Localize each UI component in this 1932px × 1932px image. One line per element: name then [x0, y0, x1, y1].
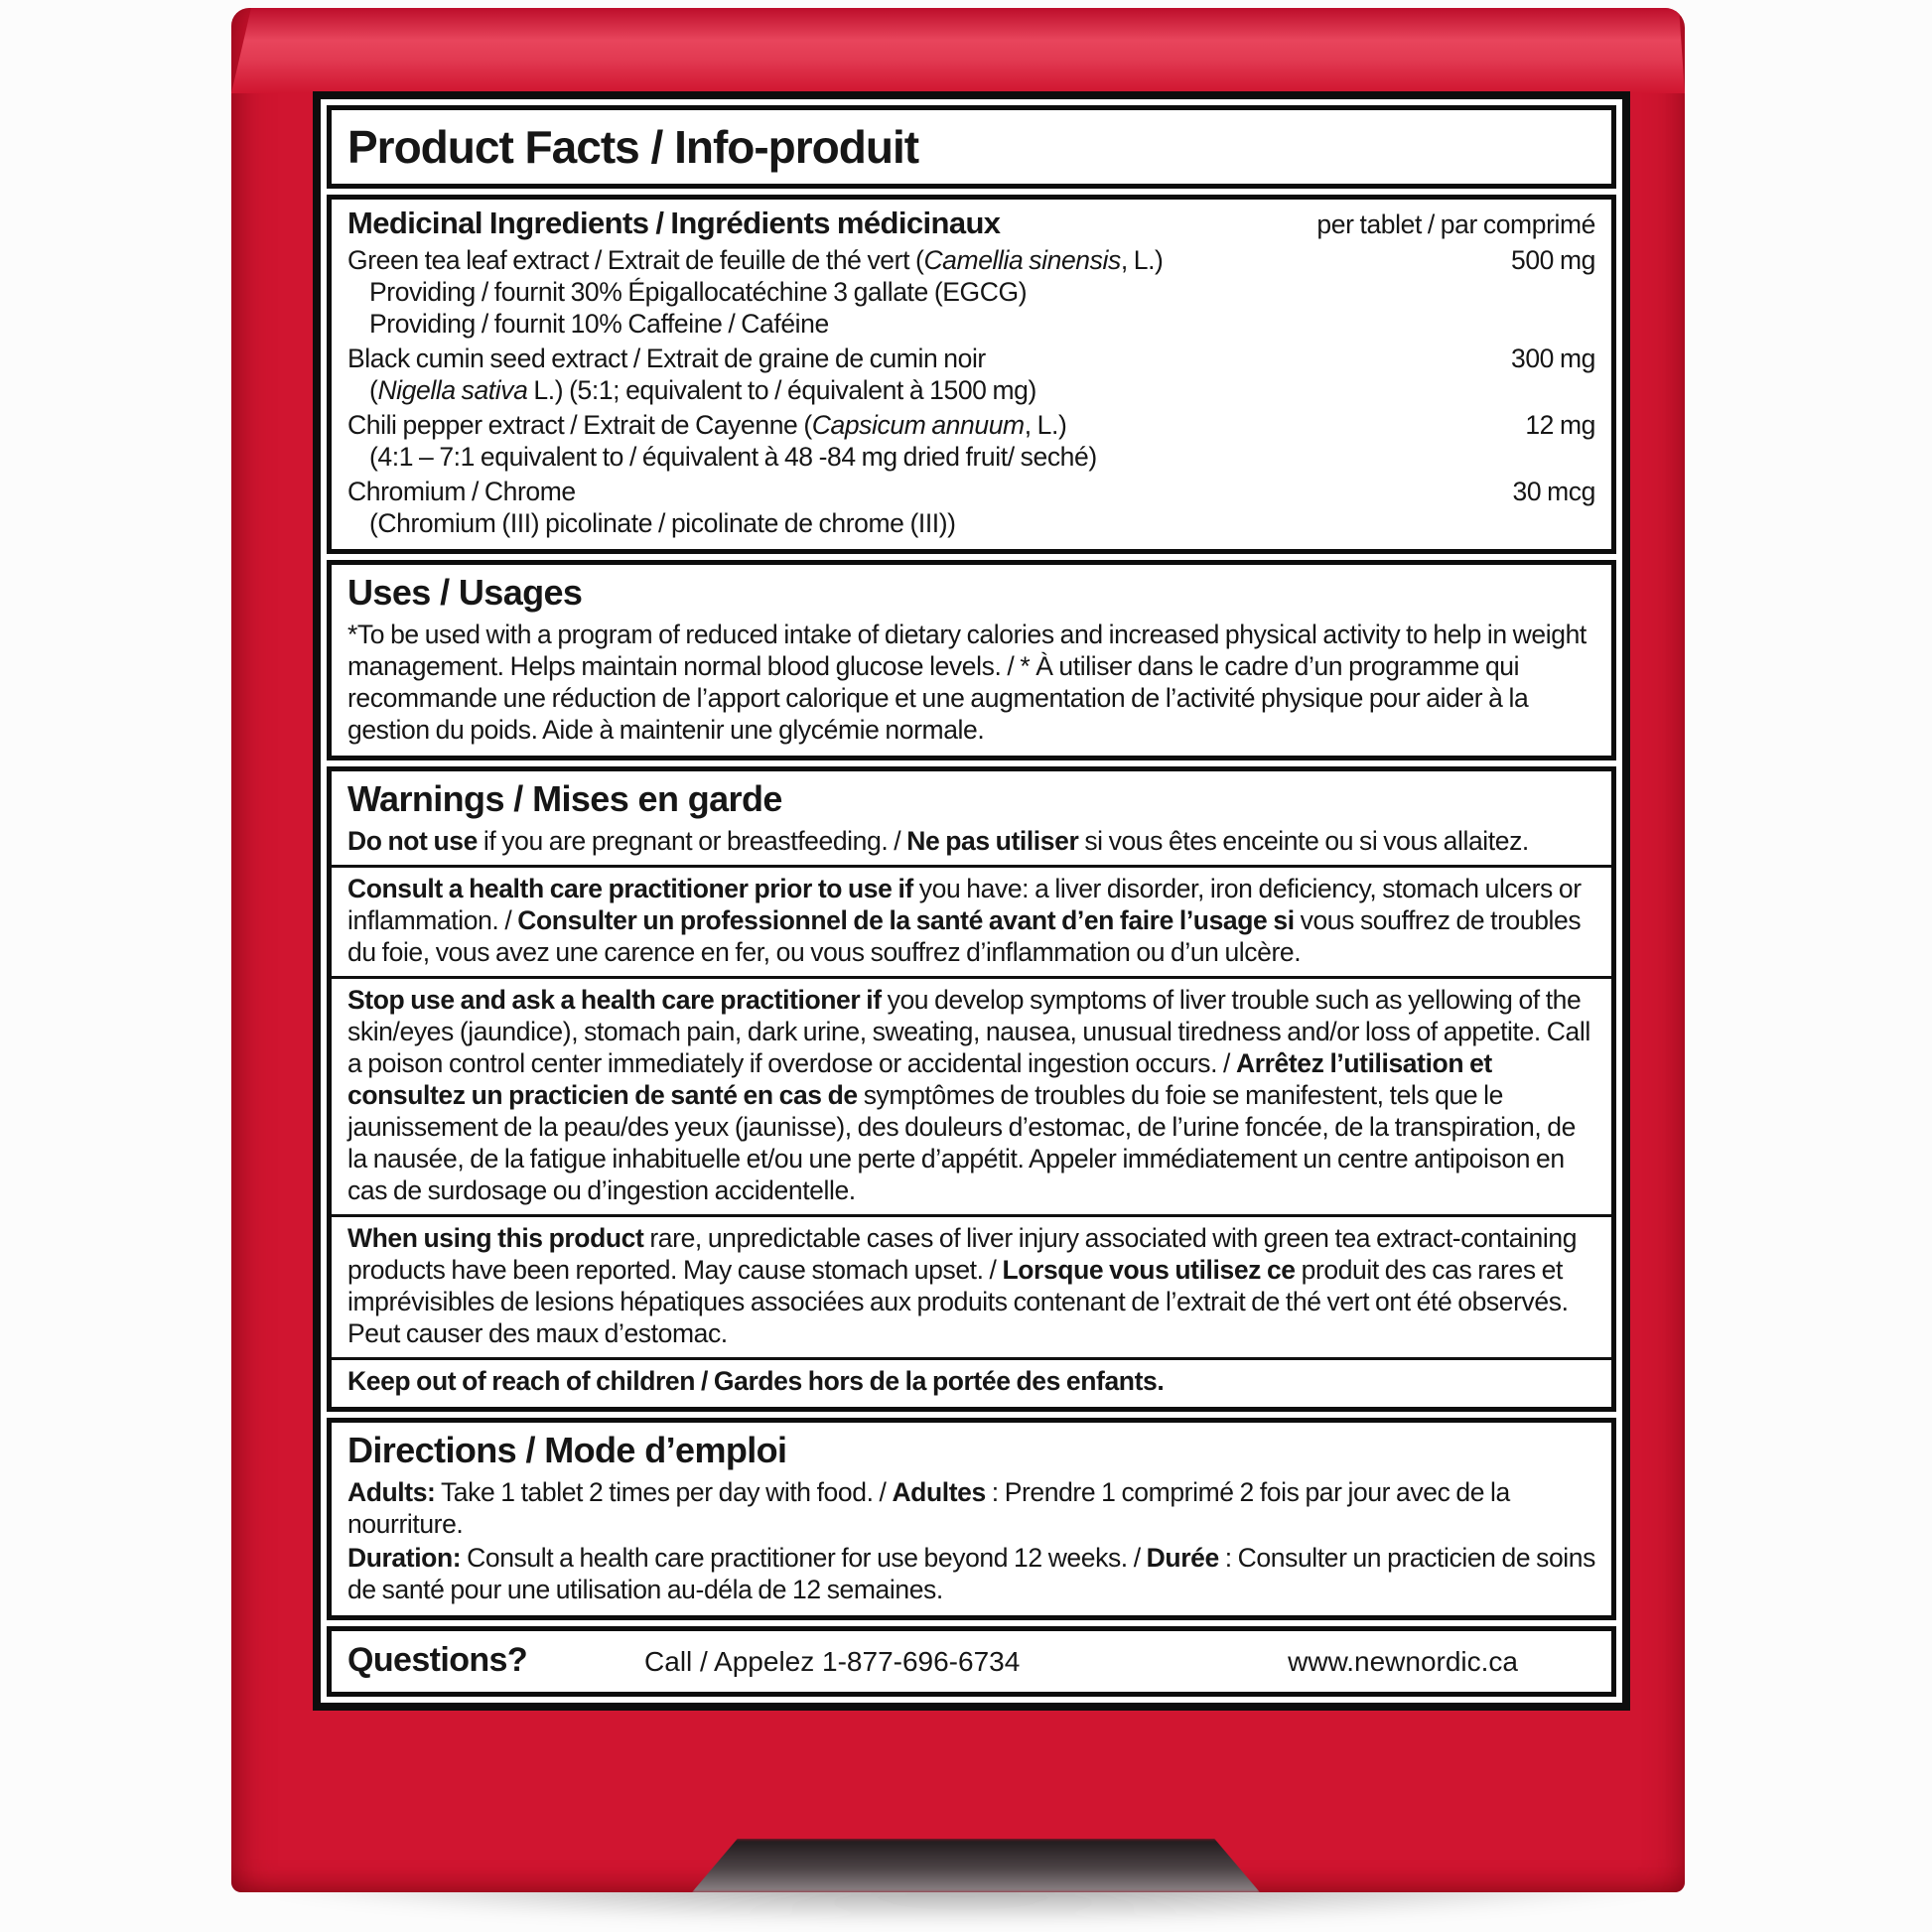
section-warnings [327, 766, 1616, 1412]
ingredient-amount: 500 mg [1511, 245, 1595, 275]
ingredient-amount: 12 mg [1525, 410, 1595, 440]
box-bottom-tuck-notch [692, 1839, 1260, 1892]
questions-website: www.newnordic.ca [1288, 1646, 1518, 1677]
ingredient-name: Black cumin seed extract / Extrait de graine de cumin noir [347, 344, 986, 373]
directions-duration: Duration: Consult a health care practitioner for use beyond 12 weeks. / Durée : Consulter un practicien de soins de santé pour une utilisation au-déla de 12 semaines. [347, 1543, 1595, 1604]
directions-adults: Adults: Take 1 tablet 2 times per day with food. / Adultes : Prendre 1 comprimé 2 fois par jour avec de la nourriture. [347, 1477, 1510, 1539]
ingredient-row-chili-pepper [347, 409, 1595, 441]
ingredient-amount: 30 mcg [1512, 477, 1595, 506]
ingredient-subline: (4:1 – 7:1 equivalent to / équivalent à 48 -84 mg dried fruit/ seché) [369, 442, 1097, 472]
directions-heading: Directions / Mode d’emploi [347, 1430, 787, 1470]
ingredient-subline: Providing / fournit 10% Caffeine / Caféine [369, 309, 829, 339]
warning-divider [332, 976, 1611, 979]
medicinal-ingredients-heading: Medicinal Ingredients / Ingrédients médicinaux [347, 206, 1001, 240]
warning-stop-use: Stop use and ask a health care practitioner if you develop symptoms of liver trouble such as yellowing of the skin/eyes (jaundice), stomach pain, dark urine, sweating, nausea, unusual tiredness and/or loss of appetite. Call a poison control center immediately if overdose or accidental ingestion occurs. / Arrêtez l’utilisation et consultez un practicien de santé en cas de symptômes de troubles du foie se manifestent, tels que le jaunissement de la peau/des yeux (jaunisse), des douleurs d’estomac, de l’urine foncée, de la transpiration, de la nausée, de la fatigue inhabituelle et/ou une perte d’appétit. Appeler immédiatement un centre antipoison en cas de surdosage ou d’ingestion accidentelle. [347, 985, 1590, 1205]
warning-when-using: When using this product rare, unpredictable cases of liver injury associated with green tea extract-containing products have been reported. May cause stomach upset. / Lorsque vous utilisez ce produit des cas rares et imprévisibles de lesions hépatiques associées aux produits contenant de l’extrait de thé vert ont été observés. Peut causer des maux d’estomac. [347, 1223, 1578, 1348]
ingredient-name: Chili pepper extract / Extrait de Cayenne (Capsicum annuum, L.) [347, 410, 1067, 440]
section-directions [327, 1418, 1616, 1620]
warning-divider [332, 1357, 1611, 1360]
box-top-face [231, 8, 1685, 93]
warning-divider [332, 865, 1611, 868]
warning-do-not-use: Do not use if you are pregnant or breastfeeding. / Ne pas utiliser si vous êtes enceinte ou si vous allaitez. [347, 826, 1529, 856]
medicinal-ingredients-header-row [347, 207, 1595, 240]
ingredient-row-green-tea [347, 244, 1595, 276]
warning-consult-practitioner: Consult a health care practitioner prior to use if you have: a liver disorder, iron deficiency, stomach ulcers or inflammation. / Consulter un professionnel de la santé avant d’en faire l’usage si vous souffrez de troubles du foie, vous avez une carence en fer, ou vous souffrez d’inflammation ou d’un ulcère. [347, 874, 1582, 967]
ingredient-name: Chromium / Chrome [347, 477, 576, 506]
ingredient-subline: (Chromium (III) picolinate / picolinate de chrome (III)) [369, 508, 956, 538]
ingredient-subline: (Nigella sativa L.) (5:1; equivalent to / équivalent à 1500 mg) [369, 375, 1036, 405]
section-questions [327, 1626, 1616, 1697]
ingredient-amount: 300 mg [1511, 344, 1595, 373]
ingredient-name: Green tea leaf extract / Extrait de feuille de thé vert (Camellia sinensis, L.) [347, 245, 1164, 275]
per-tablet-label: per tablet / par comprimé [1316, 209, 1595, 239]
product-box-back-panel [231, 8, 1685, 1892]
warning-keep-out-of-reach: Keep out of reach of children / Gardes hors de la portée des enfants. [347, 1366, 1165, 1396]
product-facts-label [313, 91, 1630, 1711]
uses-body: *To be used with a program of reduced intake of dietary calories and increased physical activity to help in weight management. Helps maintain normal blood glucose levels. / * À utiliser dans le cadre d’un programme qui recommande une réduction de l’apport calorique et une augmentation de l’activité physique pour aider à la gestion du poids. Aide à maintenir une glycémie normale. [347, 620, 1587, 745]
questions-phone: Call / Appelez 1-877-696-6734 [644, 1646, 1021, 1677]
ingredient-row-black-cumin [347, 343, 1595, 374]
product-facts-title: Product Facts / Info-produit [347, 121, 919, 173]
ingredient-subline: Providing / fournit 30% Épigallocatéchine 3 gallate (EGCG) [369, 277, 1028, 307]
questions-label: Questions? [347, 1641, 528, 1679]
section-medicinal-ingredients [327, 195, 1616, 554]
uses-heading: Uses / Usages [347, 572, 583, 613]
warnings-heading: Warnings / Mises en garde [347, 778, 782, 819]
warning-divider [332, 1214, 1611, 1217]
ingredient-row-chromium [347, 476, 1595, 507]
section-product-facts-header [327, 105, 1616, 189]
section-uses [327, 560, 1616, 760]
